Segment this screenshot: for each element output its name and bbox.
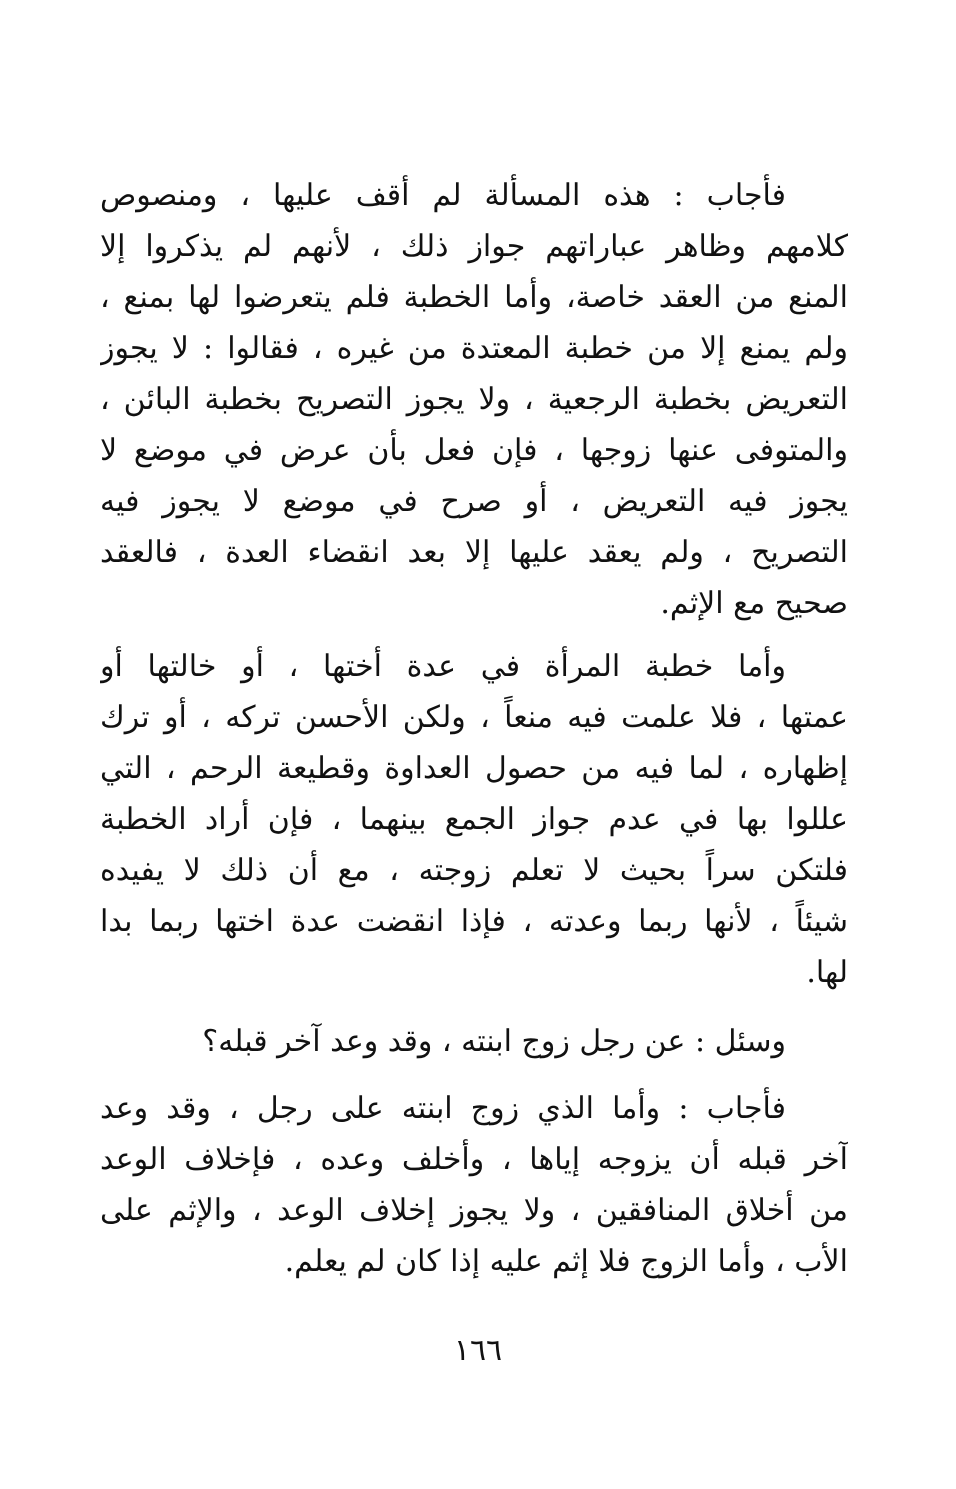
text-line: يجوز فيه التعريض ، أو صرح في موضع لا يجوز فيه: [100, 484, 848, 519]
text-line: وسئل : عن رجل زوج ابنته ، وقد وعد آخر قبله؟: [202, 1024, 786, 1059]
text-line: شيئاً ، لأنها ربما وعدته ، فإذا انقضت عدة اختها ربما بدا: [100, 904, 848, 939]
text-line: عمتها ، فلا علمت فيه منعاً ، ولكن الأحسن تركه ، أو ترك: [100, 700, 848, 735]
text-line: التعريض بخطبة الرجعية ، ولا يجوز التصريح بخطبة البائن ،: [100, 382, 848, 417]
text-line: ولم يمنع إلا من خطبة المعتدة من غيره ، فقالوا : لا يجوز: [100, 331, 848, 366]
text-line: فلتكن سراً بحيث لا تعلم زوجته ، مع أن ذلك لا يفيده: [100, 853, 848, 888]
text-line: آخر قبله أن يزوجه إياها ، وأخلف وعده ، فإخلاف الوعد: [100, 1142, 848, 1177]
text-line: المنع من العقد خاصة، وأما الخطبة فلم يتعرضوا لها بمنع ،: [100, 280, 848, 315]
answer-paragraph: [100, 1083, 848, 1287]
page-number: ١٦٦: [453, 1333, 503, 1368]
text-line: التصريح ، ولم يعقد عليها إلا بعد انقضاء العدة ، فالعقد: [100, 535, 848, 570]
text-line: كلامهم وظاهر عباراتهم جواز ذلك ، لأنهم لم يذكروا إلا: [100, 229, 848, 264]
paragraph-2: [100, 641, 848, 998]
text-line: عللوا بها في عدم جواز الجمع بينهما ، فإن أراد الخطبة: [100, 802, 848, 837]
paragraph-1: [100, 170, 848, 629]
page-body: [100, 170, 848, 1287]
text-line: فأجاب : وأما الذي زوج ابنته على رجل ، وقد وعد: [100, 1091, 786, 1126]
text-line: صحيح مع الإثم.: [660, 586, 848, 621]
text-line: من أخلاق المنافقين ، ولا يجوز إخلاف الوعد ، والإثم على: [100, 1193, 848, 1228]
question-paragraph: [100, 1016, 848, 1067]
text-line: لها.: [806, 955, 848, 990]
text-line: والمتوفى عنها زوجها ، فإن فعل بأن عرض في موضع لا: [100, 433, 848, 468]
text-line: وأما خطبة المرأة في عدة أختها ، أو خالتها أو: [100, 649, 786, 684]
text-line: فأجاب : هذه المسألة لم أقف عليها ، ومنصوص: [100, 178, 786, 213]
text-line: إظهاره ، لما فيه من حصول العداوة وقطيعة الرحم ، التي: [100, 751, 848, 786]
text-line: الأب ، وأما الزوج فلا إثم عليه إذا كان لم يعلم.: [284, 1244, 848, 1279]
